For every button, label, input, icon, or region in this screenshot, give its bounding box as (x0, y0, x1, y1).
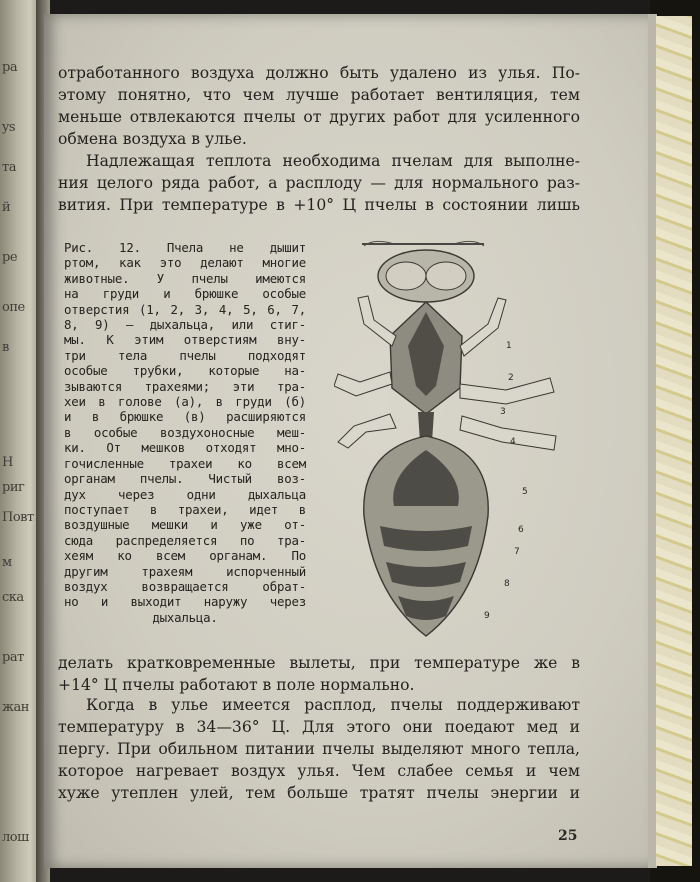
spiracle-label-7: 7 (514, 547, 520, 557)
eye-left (386, 262, 426, 290)
text-line: вития. При температуре в +10° Ц пчелы в состоянии лишь (58, 196, 580, 214)
figure-caption (64, 240, 306, 625)
spiracle-label-8: 8 (504, 579, 510, 589)
left-page-text-fragment: жан (2, 700, 29, 715)
left-page-text-fragment: й (2, 200, 11, 215)
text-line: ния целого ряда работ, а расплоду — для нормального раз- (58, 174, 580, 192)
paragraph-1 (58, 62, 580, 150)
caption-line: на груди и брюшке особые (64, 286, 306, 302)
caption-line: другим трахеям испорченный (64, 563, 306, 579)
caption-line: органам пчелы. Чистый воз- (64, 471, 306, 487)
left-page-text-fragment: рат (2, 650, 24, 665)
left-page-text-fragment: лош (2, 830, 29, 845)
leg-mid-left (334, 372, 392, 396)
leg-mid-right (460, 378, 554, 404)
text-line: Когда в улье имеется расплод, пчелы поддерживают (86, 696, 580, 714)
paragraph-2 (58, 150, 580, 216)
left-page-text-fragment: pe (2, 250, 18, 265)
spiracle-label-3: 3 (500, 407, 506, 417)
page-number: 25 (558, 828, 578, 844)
caption-line: хеям ко всем органам. По (64, 548, 306, 564)
caption-line: ртом, как это делают многие (64, 255, 306, 271)
left-page-edge (0, 0, 38, 882)
left-page-text-fragment: pa (2, 60, 18, 75)
left-page-text-fragment: Н (2, 455, 13, 470)
left-page-text-fragment: та (2, 160, 16, 175)
text-line: пергу. При обильном питании пчелы выделяют много тепла, (58, 740, 580, 758)
text-line: температуру в 34—36° Ц. Для этого они поедают мед и (58, 718, 580, 736)
paragraph-4 (58, 694, 580, 804)
left-page-text-fragment: в (2, 340, 9, 355)
caption-line: животные. У пчелы имеются (64, 270, 306, 286)
caption-line: воздух возвращается обрат- (64, 578, 306, 594)
left-page-text-fragment: опе (2, 300, 25, 315)
text-line: хуже утеплен улей, тем больше тратят пчелы энергии и (58, 784, 580, 802)
left-page-text-fragment: м (2, 555, 12, 570)
spiracle-label-9: 9 (484, 611, 490, 621)
text-line: делать кратковременные вылеты, при температуре же в (58, 654, 580, 672)
text-line: Надлежащая теплота необходима пчелам для выполне- (86, 152, 580, 170)
caption-line: гочисленные трахеи ко всем (64, 455, 306, 471)
caption-line: 8, 9) — дыхальца, или стиг- (64, 317, 306, 333)
text-line: этому понятно, что чем лучше работает вентиляция, тем (58, 86, 580, 104)
spiracle-label-2: 2 (508, 373, 514, 383)
text-line: +14° Ц пчелы работают в поле нормально. (58, 676, 415, 694)
caption-line: ки. От мешков отходят мно- (64, 440, 306, 456)
left-page-text-fragment: риг (2, 480, 25, 495)
book-cover-pattern (656, 16, 692, 866)
leg-front-left (358, 296, 396, 346)
caption-line: зываются трахеями; эти тра- (64, 378, 306, 394)
left-page-text-fragment: ска (2, 590, 24, 605)
eye-right (426, 262, 466, 290)
text-line: отработанного воздуха должно быть удалено из улья. По- (58, 64, 580, 82)
left-page-text-fragment: ys (2, 120, 16, 135)
left-page-text-fragment: Повт (2, 510, 34, 525)
caption-line: мы. К этим отверстиям вну- (64, 332, 306, 348)
caption-line: сюда распределяется по тра- (64, 532, 306, 548)
spiracle-label-6: 6 (518, 525, 524, 535)
caption-line: но и выходит наружу через (64, 594, 306, 610)
spiracle-label-4: 4 (510, 437, 516, 447)
caption-line: три тела пчелы подходят (64, 347, 306, 363)
leg-hind-right (460, 416, 556, 450)
text-line: которое нагревает воздух улья. Чем слабее семья и чем (58, 762, 580, 780)
caption-line: отверстия (1, 2, 3, 4, 5, 6, 7, (64, 301, 306, 317)
text-line: обмена воздуха в улье. (58, 130, 247, 148)
caption-line: особые трубки, которые на- (64, 363, 306, 379)
spiracle-label-5: 5 (522, 487, 528, 497)
caption-line: воздушные мешки и уже от- (64, 517, 306, 533)
spiracle-label-1: 1 (506, 341, 512, 351)
caption-line: и в брюшке (в) расширяются (64, 409, 306, 425)
leg-front-right (460, 298, 506, 356)
bee-anatomy-illustration (334, 236, 564, 642)
caption-line: Рис. 12. Пчела не дышит (64, 240, 306, 255)
paragraph-3 (58, 652, 580, 696)
caption-line: дыхальца. (152, 609, 218, 625)
caption-line: дух через одни дыхальца (64, 486, 306, 502)
leg-hind-left (338, 414, 396, 448)
caption-line: хеи в голове (а), в груди (б) (64, 394, 306, 410)
caption-line: поступает в трахеи, идет в (64, 501, 306, 517)
caption-line: в особые воздухоносные меш- (64, 424, 306, 440)
text-line: меньше отвлекаются пчелы от других работ для усиленного (58, 108, 580, 126)
